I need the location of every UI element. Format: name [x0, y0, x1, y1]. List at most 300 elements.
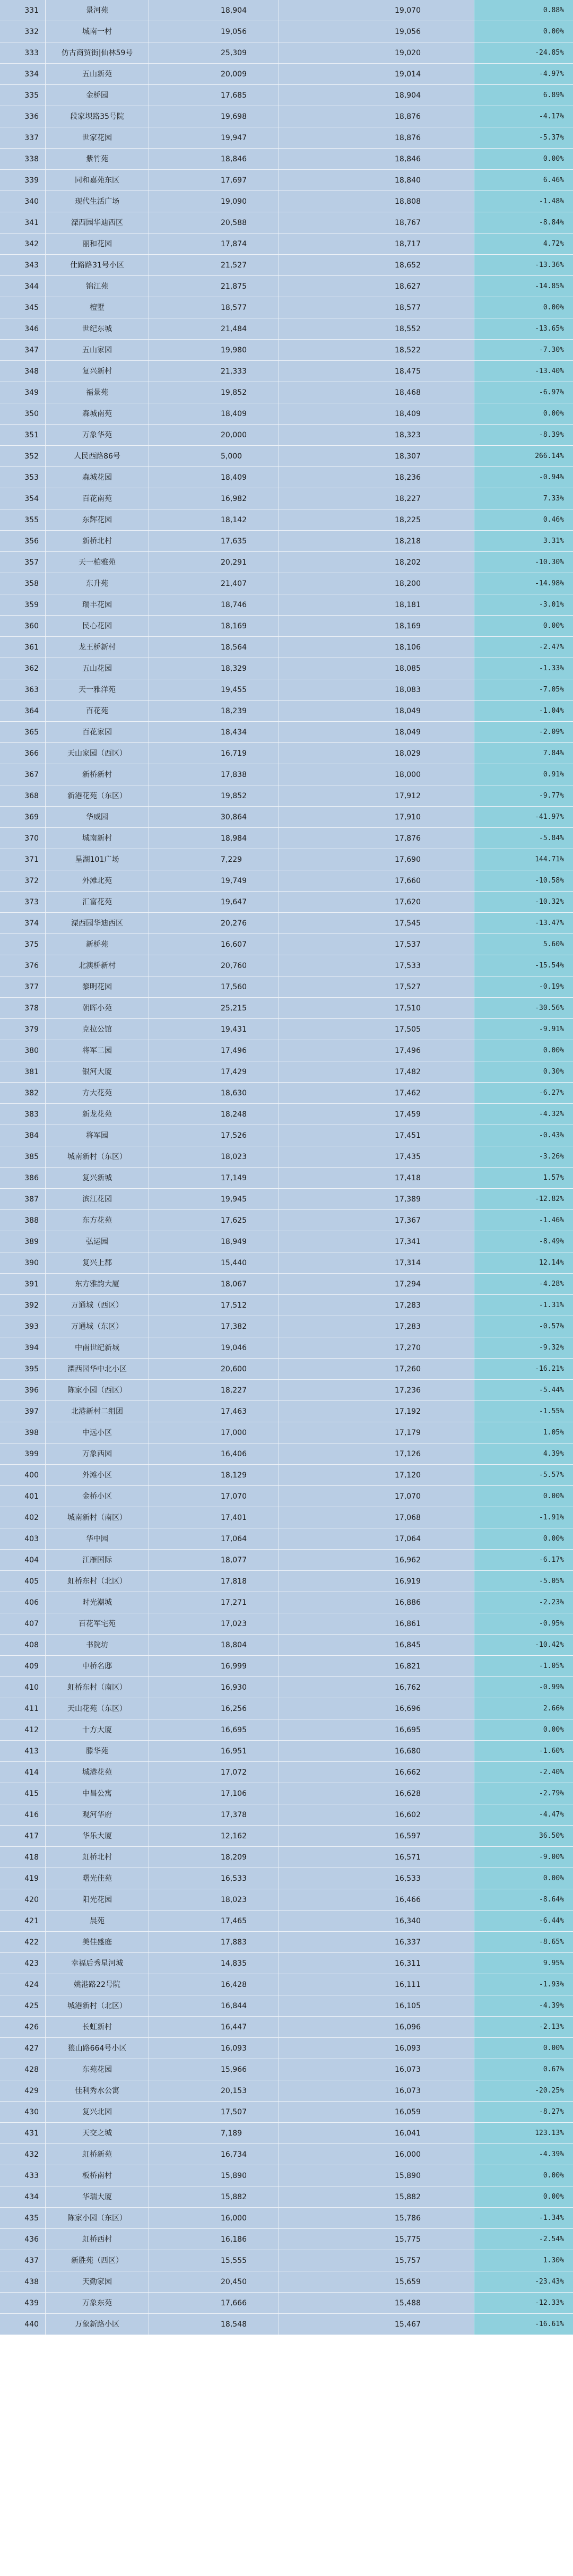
price-change-percent: -2.13% [474, 2017, 573, 2037]
price-change-percent: -20.25% [474, 2080, 573, 2101]
row-index: 378 [0, 998, 45, 1018]
table-row [0, 2208, 573, 2229]
price-previous: 16,256 [149, 1698, 279, 1719]
table-row [0, 1125, 573, 1146]
price-current: 17,527 [279, 976, 474, 997]
table-row [0, 361, 573, 382]
row-index: 376 [0, 955, 45, 976]
price-change-percent: -10.32% [474, 892, 573, 912]
community-name: 天一雅洋苑 [45, 679, 149, 700]
price-previous: 17,378 [149, 1804, 279, 1825]
price-current: 18,049 [279, 722, 474, 742]
table-row [0, 1656, 573, 1677]
price-change-percent: -24.85% [474, 42, 573, 63]
price-change-percent: -2.09% [474, 722, 573, 742]
price-current: 16,602 [279, 1804, 474, 1825]
table-row [0, 212, 573, 234]
community-name: 溧西园华迪西区 [45, 212, 149, 233]
community-name: 黎明花园 [45, 976, 149, 997]
price-current: 16,962 [279, 1550, 474, 1570]
price-previous: 17,507 [149, 2102, 279, 2122]
row-index: 373 [0, 892, 45, 912]
price-change-percent: -5.57% [474, 1465, 573, 1485]
price-current: 16,696 [279, 1698, 474, 1719]
price-previous: 7,189 [149, 2123, 279, 2143]
price-change-percent: -4.17% [474, 106, 573, 127]
price-previous: 20,153 [149, 2080, 279, 2101]
row-index: 439 [0, 2293, 45, 2313]
price-previous: 20,600 [149, 1359, 279, 1379]
price-change-percent: 0.91% [474, 764, 573, 785]
price-current: 19,056 [279, 21, 474, 42]
price-current: 17,260 [279, 1359, 474, 1379]
price-previous: 18,077 [149, 1550, 279, 1570]
row-index: 364 [0, 701, 45, 721]
community-name: 五山花园 [45, 658, 149, 679]
table-row [0, 1826, 573, 1847]
table-row [0, 1146, 573, 1168]
community-name: 滕华苑 [45, 1741, 149, 1761]
price-current: 19,070 [279, 0, 474, 21]
price-previous: 20,276 [149, 913, 279, 933]
price-current: 16,680 [279, 1741, 474, 1761]
price-current: 17,533 [279, 955, 474, 976]
price-previous: 18,169 [149, 616, 279, 636]
community-name: 观河华府 [45, 1804, 149, 1825]
row-index: 331 [0, 0, 45, 21]
community-name: 城南新村 [45, 828, 149, 849]
community-name: 城港新村（北区） [45, 1995, 149, 2016]
community-name: 龙王桥新村 [45, 637, 149, 658]
row-index: 346 [0, 318, 45, 339]
price-previous: 16,000 [149, 2208, 279, 2228]
table-row [0, 1932, 573, 1953]
price-current: 17,314 [279, 1252, 474, 1273]
price-change-percent: -9.77% [474, 785, 573, 806]
price-previous: 16,999 [149, 1656, 279, 1676]
price-change-percent: 0.00% [474, 1486, 573, 1507]
row-index: 422 [0, 1932, 45, 1952]
price-previous: 17,149 [149, 1168, 279, 1188]
price-change-percent: 12.14% [474, 1252, 573, 1273]
community-name: 檀墅 [45, 297, 149, 318]
row-index: 334 [0, 64, 45, 84]
table-row [0, 1847, 573, 1868]
price-previous: 17,874 [149, 234, 279, 254]
price-previous: 17,818 [149, 1571, 279, 1592]
price-current: 16,821 [279, 1656, 474, 1676]
community-name: 阳光花园 [45, 1889, 149, 1910]
price-previous: 17,070 [149, 1486, 279, 1507]
community-name: 东苑花园 [45, 2059, 149, 2080]
price-previous: 19,090 [149, 191, 279, 212]
price-current: 17,910 [279, 807, 474, 827]
community-name: 天一柏雅苑 [45, 552, 149, 573]
row-index: 341 [0, 212, 45, 233]
row-index: 352 [0, 446, 45, 466]
price-current: 15,467 [279, 2314, 474, 2335]
row-index: 383 [0, 1104, 45, 1125]
community-name: 百花家园 [45, 722, 149, 742]
price-previous: 16,186 [149, 2229, 279, 2250]
price-current: 18,236 [279, 467, 474, 488]
price-change-percent: -1.60% [474, 1741, 573, 1761]
table-row [0, 106, 573, 127]
table-row [0, 573, 573, 594]
price-current: 18,049 [279, 701, 474, 721]
community-name: 锦江苑 [45, 276, 149, 297]
community-name: 溧西园华中北小区 [45, 1359, 149, 1379]
community-name: 新龙花苑 [45, 1104, 149, 1125]
price-change-percent: 1.57% [474, 1168, 573, 1188]
table-row [0, 998, 573, 1019]
price-current: 16,111 [279, 1974, 474, 1995]
row-index: 348 [0, 361, 45, 382]
row-index: 389 [0, 1231, 45, 1252]
table-row [0, 1804, 573, 1826]
price-previous: 20,009 [149, 64, 279, 84]
price-change-percent: 3.31% [474, 531, 573, 551]
price-current: 18,577 [279, 297, 474, 318]
price-change-percent: -0.19% [474, 976, 573, 997]
table-row [0, 1443, 573, 1465]
price-change-percent: 2.66% [474, 1698, 573, 1719]
table-row [0, 425, 573, 446]
price-current: 17,064 [279, 1528, 474, 1549]
price-current: 18,083 [279, 679, 474, 700]
price-change-percent: -15.54% [474, 955, 573, 976]
price-current: 18,652 [279, 255, 474, 275]
table-row [0, 340, 573, 361]
table-row [0, 2144, 573, 2165]
table-row [0, 2059, 573, 2080]
row-index: 411 [0, 1698, 45, 1719]
community-name: 曙光佳苑 [45, 1868, 149, 1889]
price-previous: 20,291 [149, 552, 279, 573]
price-change-percent: 0.00% [474, 149, 573, 169]
price-previous: 16,930 [149, 1677, 279, 1698]
table-row [0, 913, 573, 934]
price-previous: 17,401 [149, 1507, 279, 1528]
row-index: 381 [0, 1061, 45, 1082]
price-previous: 15,890 [149, 2165, 279, 2186]
price-change-percent: -4.47% [474, 1804, 573, 1825]
row-index: 395 [0, 1359, 45, 1379]
table-row [0, 2271, 573, 2293]
price-previous: 17,271 [149, 1592, 279, 1613]
row-index: 418 [0, 1847, 45, 1868]
price-change-percent: -13.40% [474, 361, 573, 382]
table-row [0, 701, 573, 722]
table-row [0, 1635, 573, 1656]
table-row [0, 2102, 573, 2123]
price-change-percent: -5.44% [474, 1380, 573, 1401]
community-name: 溧西园华迪西区 [45, 913, 149, 933]
community-name: 现代生活广场 [45, 191, 149, 212]
price-current: 18,227 [279, 488, 474, 509]
price-change-percent: -1.93% [474, 1974, 573, 1995]
row-index: 356 [0, 531, 45, 551]
community-name: 十方大厦 [45, 1719, 149, 1740]
price-current: 17,459 [279, 1104, 474, 1125]
community-name: 板桥南村 [45, 2165, 149, 2186]
price-previous: 19,980 [149, 340, 279, 360]
price-change-percent: -41.97% [474, 807, 573, 827]
row-index: 440 [0, 2314, 45, 2335]
row-index: 332 [0, 21, 45, 42]
table-row [0, 488, 573, 509]
table-row [0, 1316, 573, 1337]
community-name: 将军园 [45, 1125, 149, 1146]
row-index: 384 [0, 1125, 45, 1146]
community-name: 书院坊 [45, 1635, 149, 1655]
table-row [0, 1401, 573, 1422]
row-index: 419 [0, 1868, 45, 1889]
table-row [0, 1083, 573, 1104]
price-current: 18,627 [279, 276, 474, 297]
table-row [0, 892, 573, 913]
price-previous: 18,409 [149, 403, 279, 424]
table-row [0, 1528, 573, 1550]
table-row [0, 828, 573, 849]
row-index: 382 [0, 1083, 45, 1103]
price-current: 17,389 [279, 1189, 474, 1209]
row-index: 426 [0, 2017, 45, 2037]
price-change-percent: -2.47% [474, 637, 573, 658]
price-previous: 15,966 [149, 2059, 279, 2080]
price-current: 18,475 [279, 361, 474, 382]
price-current: 16,041 [279, 2123, 474, 2143]
price-previous: 21,875 [149, 276, 279, 297]
row-index: 355 [0, 509, 45, 530]
table-row [0, 722, 573, 743]
price-previous: 17,072 [149, 1762, 279, 1783]
price-change-percent: 0.88% [474, 0, 573, 21]
community-name: 时光潮城 [45, 1592, 149, 1613]
row-index: 434 [0, 2186, 45, 2207]
community-name: 五山家园 [45, 340, 149, 360]
price-current: 16,845 [279, 1635, 474, 1655]
price-current: 17,341 [279, 1231, 474, 1252]
table-row [0, 1274, 573, 1295]
price-current: 16,762 [279, 1677, 474, 1698]
price-change-percent: -6.27% [474, 1083, 573, 1103]
row-index: 335 [0, 85, 45, 106]
price-change-percent: 0.46% [474, 509, 573, 530]
price-previous: 19,647 [149, 892, 279, 912]
price-previous: 18,564 [149, 637, 279, 658]
community-name: 森城花园 [45, 467, 149, 488]
community-name: 城南一村 [45, 21, 149, 42]
table-row [0, 1359, 573, 1380]
community-name: 城南新村（南区） [45, 1507, 149, 1528]
price-change-percent: -8.84% [474, 212, 573, 233]
row-index: 354 [0, 488, 45, 509]
price-current: 18,717 [279, 234, 474, 254]
row-index: 401 [0, 1486, 45, 1507]
price-current: 18,029 [279, 743, 474, 764]
table-row [0, 2293, 573, 2314]
price-previous: 25,215 [149, 998, 279, 1018]
table-row [0, 764, 573, 785]
community-name: 将军二园 [45, 1040, 149, 1061]
table-row [0, 743, 573, 764]
row-index: 370 [0, 828, 45, 849]
price-change-percent: 0.67% [474, 2059, 573, 2080]
table-row [0, 1295, 573, 1316]
community-name: 天山家园（西区） [45, 743, 149, 764]
price-current: 16,597 [279, 1826, 474, 1846]
community-name: 景河苑 [45, 0, 149, 21]
price-current: 16,571 [279, 1847, 474, 1868]
price-current: 17,912 [279, 785, 474, 806]
table-row [0, 191, 573, 212]
row-index: 416 [0, 1804, 45, 1825]
table-row [0, 2123, 573, 2144]
price-current: 18,904 [279, 85, 474, 106]
price-current: 17,270 [279, 1337, 474, 1358]
price-current: 16,000 [279, 2144, 474, 2165]
price-change-percent: -2.54% [474, 2229, 573, 2250]
price-current: 17,496 [279, 1040, 474, 1061]
row-index: 380 [0, 1040, 45, 1061]
community-name: 滨江花园 [45, 1189, 149, 1209]
table-row [0, 1380, 573, 1401]
price-change-percent: 0.00% [474, 2038, 573, 2059]
table-row [0, 1189, 573, 1210]
community-name: 金桥小区 [45, 1486, 149, 1507]
price-change-percent: -4.97% [474, 64, 573, 84]
price-previous: 15,440 [149, 1252, 279, 1273]
table-row [0, 2186, 573, 2208]
price-change-percent: -13.36% [474, 255, 573, 275]
table-row [0, 1592, 573, 1613]
table-row [0, 1104, 573, 1125]
price-previous: 18,409 [149, 467, 279, 488]
price-previous: 18,129 [149, 1465, 279, 1485]
price-change-percent: 0.00% [474, 1040, 573, 1061]
table-row [0, 127, 573, 149]
price-previous: 21,333 [149, 361, 279, 382]
row-index: 366 [0, 743, 45, 764]
table-row [0, 509, 573, 531]
price-current: 16,096 [279, 2017, 474, 2037]
community-name: 朝晖小苑 [45, 998, 149, 1018]
row-index: 377 [0, 976, 45, 997]
price-current: 17,537 [279, 934, 474, 955]
community-name: 同和嘉苑东区 [45, 170, 149, 191]
price-previous: 20,000 [149, 425, 279, 445]
price-change-percent: -2.40% [474, 1762, 573, 1783]
price-change-percent: -6.44% [474, 1911, 573, 1931]
price-previous: 19,852 [149, 382, 279, 403]
table-row [0, 658, 573, 679]
price-previous: 17,685 [149, 85, 279, 106]
row-index: 386 [0, 1168, 45, 1188]
row-index: 367 [0, 764, 45, 785]
table-row [0, 679, 573, 701]
price-previous: 17,000 [149, 1422, 279, 1443]
price-change-percent: -0.57% [474, 1316, 573, 1337]
row-index: 423 [0, 1953, 45, 1974]
community-name: 民心花园 [45, 616, 149, 636]
row-index: 358 [0, 573, 45, 594]
price-previous: 18,227 [149, 1380, 279, 1401]
price-current: 17,070 [279, 1486, 474, 1507]
table-row [0, 1677, 573, 1698]
price-previous: 16,982 [149, 488, 279, 509]
table-row [0, 1019, 573, 1040]
price-previous: 17,838 [149, 764, 279, 785]
price-current: 17,418 [279, 1168, 474, 1188]
row-index: 350 [0, 403, 45, 424]
price-current: 18,218 [279, 531, 474, 551]
price-change-percent: 0.30% [474, 1061, 573, 1082]
community-name: 新胜苑（西区） [45, 2250, 149, 2271]
table-row [0, 1168, 573, 1189]
row-index: 417 [0, 1826, 45, 1846]
price-current: 16,466 [279, 1889, 474, 1910]
price-previous: 17,697 [149, 170, 279, 191]
price-change-percent: 7.84% [474, 743, 573, 764]
row-index: 438 [0, 2271, 45, 2292]
price-change-percent: 0.00% [474, 1528, 573, 1549]
price-previous: 20,760 [149, 955, 279, 976]
table-row [0, 42, 573, 64]
price-previous: 14,835 [149, 1953, 279, 1974]
community-name: 中远小区 [45, 1422, 149, 1443]
price-previous: 17,382 [149, 1316, 279, 1337]
price-current: 18,808 [279, 191, 474, 212]
price-current: 16,073 [279, 2080, 474, 2101]
price-change-percent: 4.72% [474, 234, 573, 254]
price-change-percent: 0.00% [474, 2165, 573, 2186]
price-change-percent: -5.84% [474, 828, 573, 849]
community-name: 世纪东城 [45, 318, 149, 339]
row-index: 343 [0, 255, 45, 275]
price-change-percent: -8.39% [474, 425, 573, 445]
price-change-percent: -4.39% [474, 2144, 573, 2165]
row-index: 360 [0, 616, 45, 636]
price-current: 18,876 [279, 106, 474, 127]
row-index: 359 [0, 594, 45, 615]
price-change-percent: -8.64% [474, 1889, 573, 1910]
community-name: 北港新村二组团 [45, 1401, 149, 1422]
community-name: 东辉花园 [45, 509, 149, 530]
price-change-percent: -10.42% [474, 1635, 573, 1655]
community-name: 汇富花苑 [45, 892, 149, 912]
table-row [0, 1210, 573, 1231]
price-change-percent: -7.30% [474, 340, 573, 360]
community-name: 森城南苑 [45, 403, 149, 424]
community-name: 新桥北村 [45, 531, 149, 551]
price-current: 15,488 [279, 2293, 474, 2313]
table-row [0, 85, 573, 106]
price-previous: 18,746 [149, 594, 279, 615]
price-change-percent: -1.48% [474, 191, 573, 212]
row-index: 345 [0, 297, 45, 318]
price-current: 19,020 [279, 42, 474, 63]
price-previous: 15,882 [149, 2186, 279, 2207]
community-name: 万象新路小区 [45, 2314, 149, 2335]
row-index: 403 [0, 1528, 45, 1549]
row-index: 338 [0, 149, 45, 169]
row-index: 353 [0, 467, 45, 488]
price-current: 18,468 [279, 382, 474, 403]
community-name: 东升苑 [45, 573, 149, 594]
price-current: 17,179 [279, 1422, 474, 1443]
table-row [0, 255, 573, 276]
